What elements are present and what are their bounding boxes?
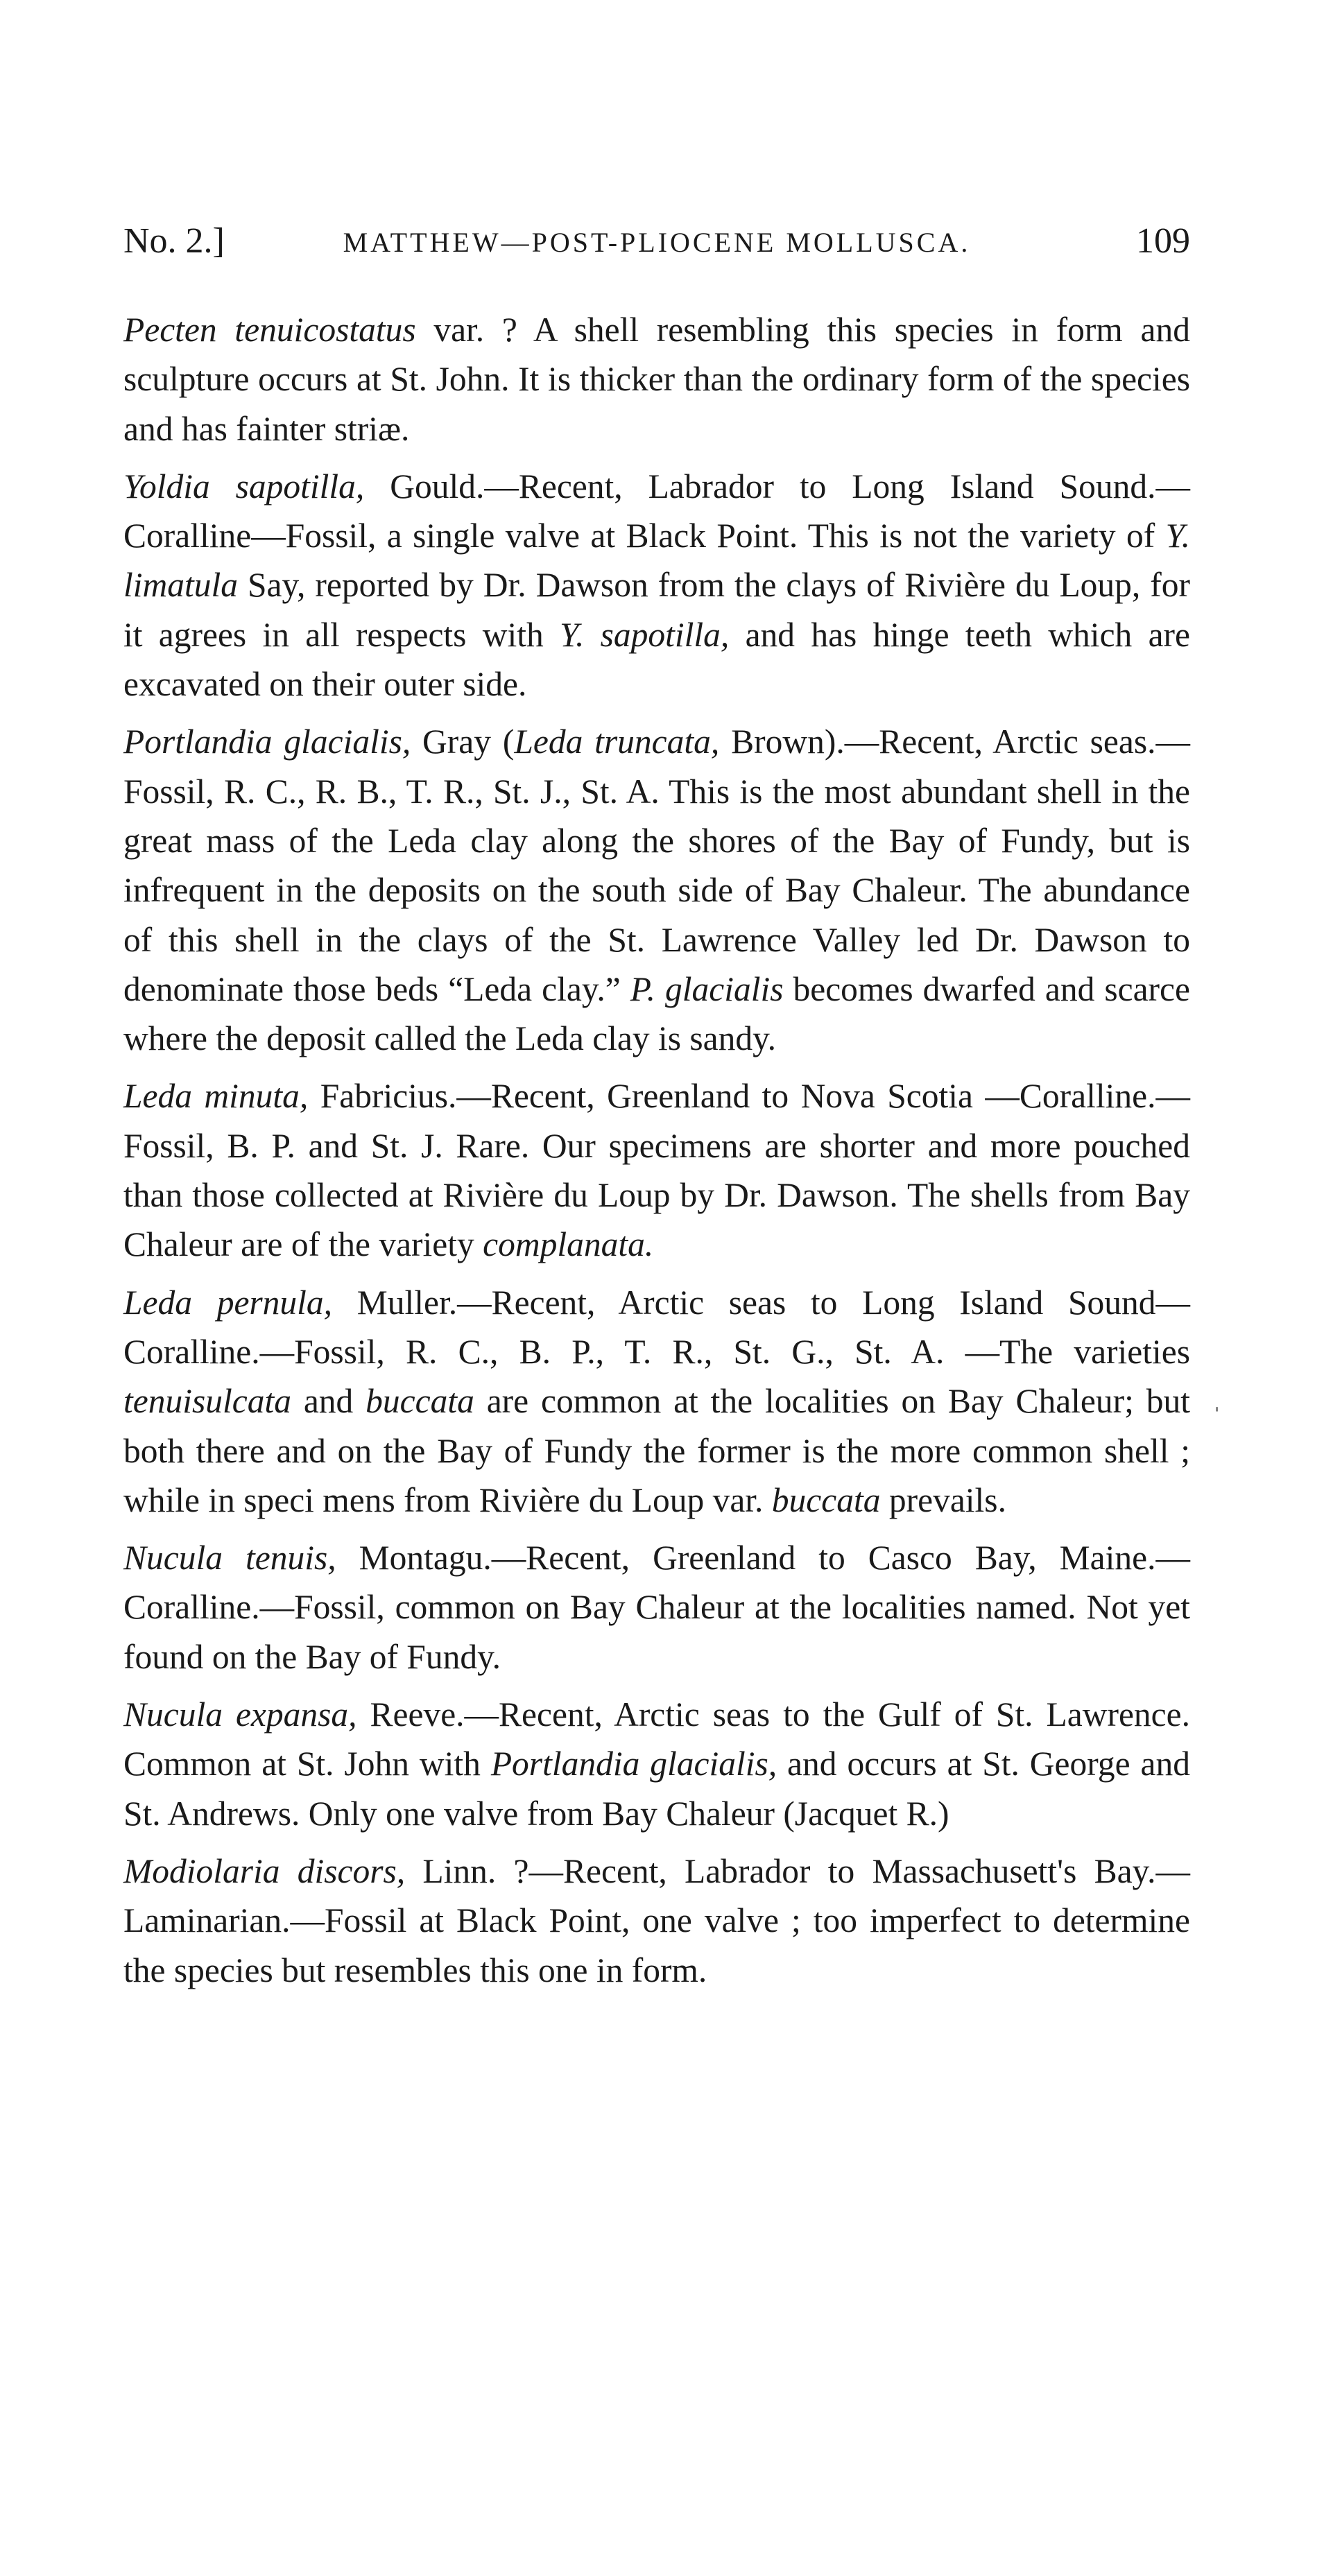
body-text: [123, 305, 1190, 2003]
margin-speck: ˈ: [1212, 1401, 1222, 1433]
species-name: Nucula expansa,: [123, 1695, 357, 1734]
running-title: MATTHEW—POST-PLIOCENE MOLLUSCA.: [343, 227, 971, 258]
species-name: Modiolaria discors,: [123, 1851, 406, 1890]
entry-nucula-expansa: Nucula expansa, Reeve.—Recent, Arctic seas to the Gulf of St. Lawrence. Common at St. John with Portlandia glacialis, and occurs at St. George and St. Andrews. Only one valve from Bay Chaleur (Jacquet R.): [123, 1695, 1190, 1833]
entry-nucula-tenuis: Nucula tenuis, Montagu.—Recent, Greenland to Casco Bay, Maine.—Coralline.—Fossil, common on Bay Chaleur at the localities named. Not yet found on the Bay of Fundy.: [123, 1539, 1190, 1676]
species-name: Leda pernula,: [123, 1283, 333, 1322]
species-name: Leda minuta,: [123, 1077, 309, 1116]
entry-leda-minuta: Leda minuta, Fabricius.—Recent, Greenland to Nova Scotia —Coralline.—Fossil, B. P. and St. J. Rare. Our specimens are shorter and more pouched than those collected at Rivière du Loup by Dr. Dawson. The shells from Bay Chaleur are of the variety complanata.: [123, 1077, 1190, 1264]
entry-portlandia: Portlandia glacialis, Gray (Leda truncata, Brown).—Recent, Arctic seas.—Fossil, R. C., R. B., T. R., St. J., St. A. This is the most abundant shell in the great mass of the Leda clay along the shores of the Bay of Fundy, but is infrequent in the deposits on the south side of Bay Chaleur. The abundance of this shell in the clays of the St. Lawrence Valley led Dr. Dawson to denominate those beds “Leda clay.” P. glacialis becomes dwarfed and scarce where the deposit called the Leda clay is sandy.: [123, 723, 1190, 1058]
entry-leda-pernula: Leda pernula, Muller.—Recent, Arctic seas to Long Island Sound—Coralline.—Fossil, R. C., B. P., T. R., St. G., St. A. —The varieties tenuisulcata and buccata are common at the localities on Bay Chaleur; but both there and on the Bay of Fundy the former is the more common shell ; while in speci mens from Rivière du Loup var. buccata prevails.: [123, 1283, 1190, 1519]
issue-number: No. 2.]: [123, 221, 225, 261]
entry-yoldia: Yoldia sapotilla, Gould.—Recent, Labrador to Long Island Sound.—Coralline—Fossil, a single valve at Black Point. This is not the variety of Y. limatula Say, reported by Dr. Dawson from the clays of Rivière du Loup, for it agrees in all respects with Y. sapotilla, and has hinge teeth which are excavated on their outer side.: [123, 467, 1190, 704]
entry-pecten: Pecten tenuicostatus var. ? A shell resembling this species in form and sculpture occurs at St. John. It is thicker than the ordinary form of the species and has fainter striæ.: [123, 311, 1190, 448]
entry-modiolaria: Modiolaria discors, Linn. ?—Recent, Labrador to Massachusett's Bay.—Laminarian.—Fossil at Black Point, one valve ; too imperfect to determine the species but resembles this one in form.: [123, 1851, 1190, 1989]
species-name: Portlandia glacialis,: [123, 723, 411, 761]
species-name: Nucula tenuis,: [123, 1539, 336, 1577]
species-name: Yoldia sapotilla,: [123, 467, 365, 505]
page-number: 109: [1136, 221, 1190, 261]
species-name: Pecten tenuicostatus: [123, 311, 416, 349]
page-header: [123, 221, 1190, 276]
